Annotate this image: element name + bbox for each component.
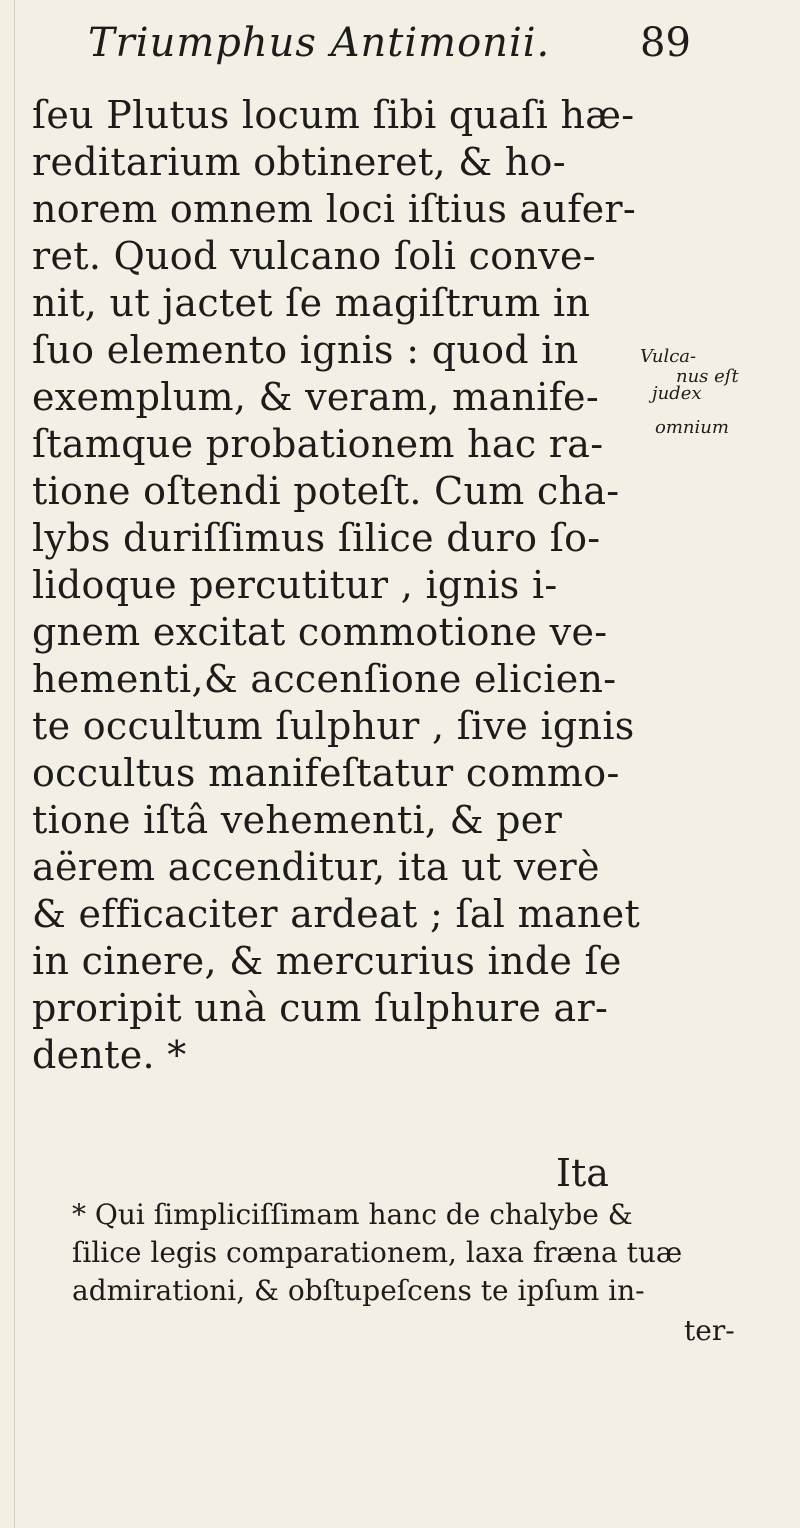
text-line: hementi,& accenſione elicien- [32, 657, 617, 701]
footnote-line: ſilice legis comparationem, laxa fræna tuæ [72, 1236, 683, 1269]
running-title: Triumphus Antimonii. [88, 20, 551, 66]
margin-note-line: omnium [655, 417, 729, 438]
page-number: 89 [640, 20, 691, 66]
text-line: nit, ut jactet ſe magiſtrum in [32, 281, 591, 325]
footnote [72, 1196, 792, 1310]
footnote-line: admirationi, & obſtupeſcens te ipſum in- [72, 1274, 645, 1307]
page-header [88, 20, 691, 80]
margin-note-line: nus eſt [676, 366, 739, 387]
page-edge [14, 0, 15, 1528]
margin-note-line: Vulca- [640, 346, 697, 367]
body-text [32, 92, 641, 1079]
catchword: Ita [556, 1151, 609, 1195]
text-line: gnem excitat commotione ve- [32, 610, 608, 654]
text-line: te occultum ſulphur , ſive ignis [32, 704, 635, 748]
text-line: ſeu Plutus locum ſibi quaſi hæ- [32, 93, 635, 137]
text-line: ſtamque probationem hac ra- [32, 422, 604, 466]
text-line: tione oſtendi poteſt. Cum cha- [32, 469, 620, 513]
footnote-catchword: ter- [684, 1314, 735, 1347]
text-line: exemplum, & veram, manife- [32, 375, 599, 419]
text-line: lybs duriſſimus ſilice duro ſo- [32, 516, 601, 560]
text-line: occultus manifeſtatur commo- [32, 751, 620, 795]
text-line: tione iſtâ vehementi, & per [32, 798, 563, 842]
text-line: proripit unà cum ſulphure ar- [32, 986, 609, 1030]
text-line: ſuo elemento ignis : quod in [32, 328, 579, 372]
text-line: ret. Quod vulcano ſoli conve- [32, 234, 596, 278]
text-line: dente. * [32, 1033, 187, 1077]
text-line: aërem accenditur, ita ut verè [32, 845, 600, 889]
margin-note-line: judex [652, 383, 702, 404]
text-line: & efficaciter ardeat ; ſal manet [32, 892, 641, 936]
text-line: reditarium obtineret, & ho- [32, 140, 566, 184]
text-line: in cinere, & mercurius inde ſe [32, 939, 622, 983]
text-line: norem omnem loci iſtius aufer- [32, 187, 637, 231]
footnote-line: * Qui ſimpliciſſimam hanc de chalybe & [72, 1198, 633, 1231]
text-line: lidoque percutitur , ignis i- [32, 563, 558, 607]
